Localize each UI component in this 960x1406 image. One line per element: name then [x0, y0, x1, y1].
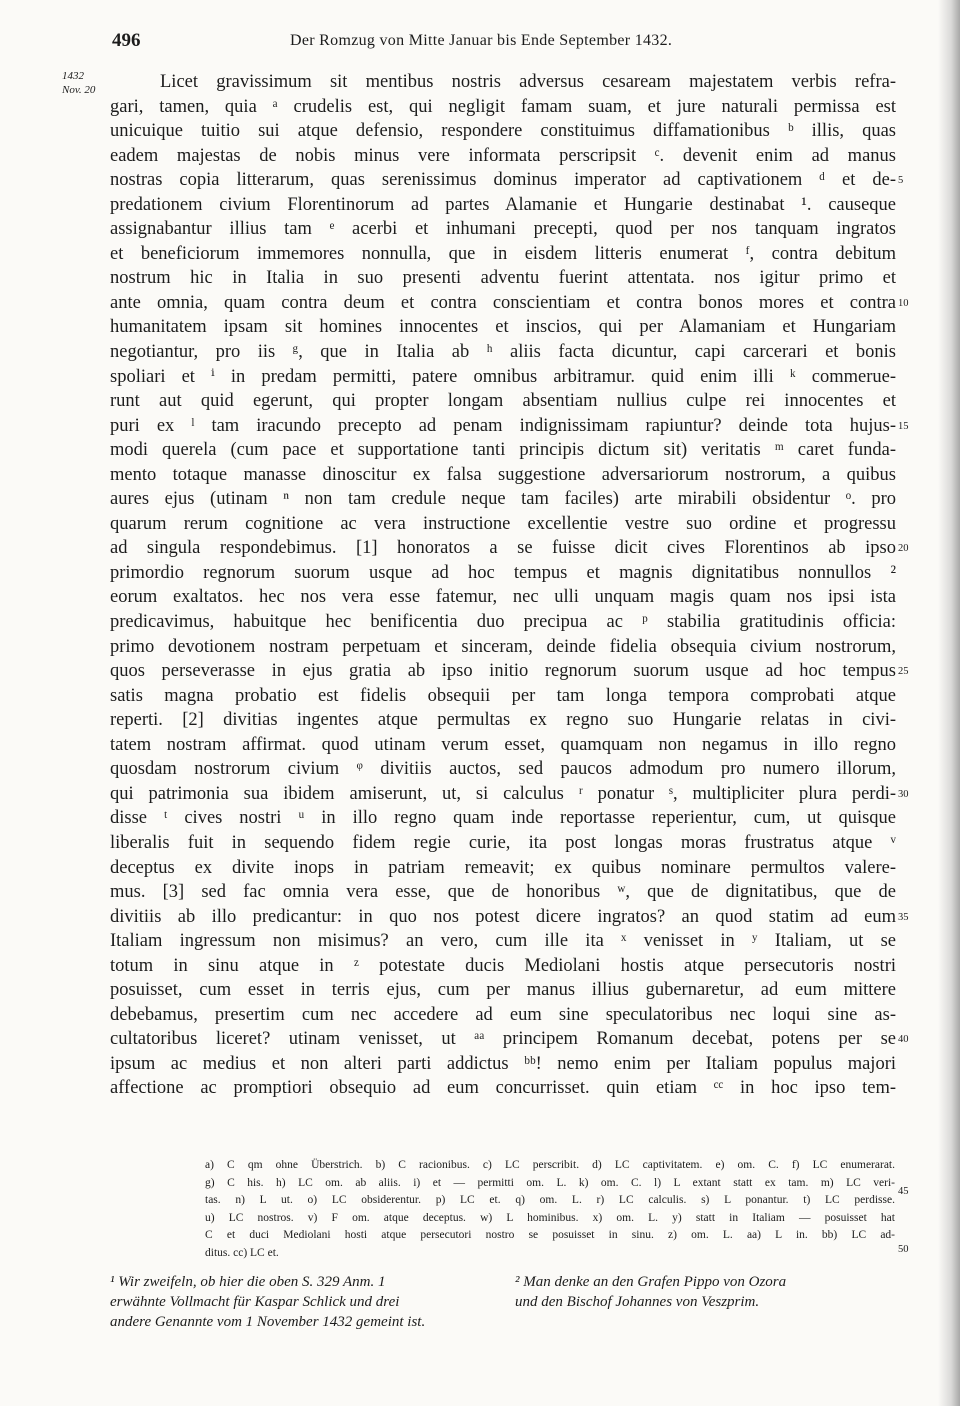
- apparatus-line: ditus. cc) LC et.: [205, 1246, 279, 1259]
- text-line: debebamus, presertim cum nec accedere ad eum sine speculatoribus nec loqui sine as-: [110, 1004, 896, 1025]
- apparatus-line: a) C qm ohne Überstrich. b) C racionibus. c) LC perscribit. d) LC captivitatem. e) om. C. f) LC enumerarat.: [205, 1159, 895, 1171]
- text-line: unicuique tuitio sui atque defensio, respondere constituimus diffamationibus ᵇ illis, quas: [110, 121, 896, 142]
- footnote-line: ² Man denke an den Grafen Pippo von Ozora: [515, 1274, 787, 1290]
- margin-line-number: 35: [898, 911, 909, 923]
- text-line: ante omnia, quam contra deum et contra conscientiam et contra bonos mores et contra: [110, 292, 896, 313]
- text-line: gari, tamen, quia ᵃ crudelis est, qui negligit famam suam, et jure naturali permissa est: [110, 96, 896, 117]
- main-text: [110, 70, 896, 1101]
- apparatus-line-number: 45: [898, 1186, 909, 1197]
- running-head: Der Romzug von Mitte Januar bis Ende September 1432.: [290, 32, 673, 49]
- text-line: nostras copia litterarum, quas serenissimus dominus imperator ad captivationem ᵈ et de-: [110, 170, 896, 191]
- footnote-line: ¹ Wir zweifeln, ob hier die oben S. 329 Anm. 1: [110, 1274, 386, 1290]
- text-line: totum in sinu atque in ᶻ potestate ducis Mediolani hostis atque persecutoris nostri: [110, 955, 896, 976]
- critical-apparatus: [205, 1157, 895, 1262]
- margin-line-number: 30: [898, 788, 909, 800]
- text-line: predicavimus, habuitque hec benificentia duo precipua ac ᵖ stabilia gratitudinis officia:: [110, 612, 896, 633]
- page-edge-shadow: [938, 0, 960, 1406]
- margin-line-number: 20: [898, 543, 909, 555]
- margin-date-day: Nov. 20: [62, 84, 96, 96]
- text-line: modi querela (cum pace et supportatione tanti principis dictum sit) veritatis ᵐ caret funda-: [110, 440, 896, 461]
- text-line: eadem majestas de nobis minus vere informata perscripsit ᶜ. devenit enim ad manus: [110, 145, 896, 166]
- text-line: Italiam ingressum non misimus? an vero, cum ille ita ˣ venisset in ʸ Italiam, ut se: [110, 931, 896, 952]
- text-line: assignabantur illius tam ᵉ acerbi et inhumani precepti, quod per nos tanquam ingratos: [110, 219, 896, 240]
- margin-date-year: 1432: [62, 70, 84, 82]
- text-line: quos perseverasse in ejus gratia ab ipso initio regnorum suorum usque ad hoc tempus: [110, 661, 896, 682]
- text-line: aures ejus (utinam ⁿ non tam credule neque tam faciles) arte mirabili obsidentur ᵒ. pro: [110, 489, 896, 510]
- text-line: puri ex ˡ tam iracundo precepto ad penam indignissimam rapiuntur? deinde tota hujus-: [110, 415, 896, 436]
- apparatus-line: u) LC nostros. v) F om. atque deceptus. w) L hominibus. x) om. L. y) statt in Italiam — posuisset hat: [205, 1211, 895, 1224]
- text-line: nostrum hic in Italia in suo presenti adventu fuerint attentata. nos igitur primo et: [110, 268, 896, 289]
- text-line: et beneficiorum immemores nonnulla, que in eisdem litteris enumerat ᶠ, contra debitum: [110, 243, 896, 264]
- margin-line-number: 5: [898, 175, 904, 187]
- text-line: mento totaque manasse dinoscitur ex falsa suggestione adversariorum nostrorum, a quibus: [110, 464, 896, 485]
- footnote-line: und den Bischof Johannes von Veszprim.: [515, 1294, 760, 1310]
- page-number: 496: [112, 30, 141, 51]
- text-line: tatem nostram affirmat. quod utinam verum esset, quamquam non negamus in illo regno: [110, 734, 896, 755]
- apparatus-line: g) C his. h) LC om. ab aliis. i) et — permitti om. L. k) om. C. l) L extant statt ex tam. m) LC veri-: [205, 1176, 895, 1189]
- text-line: humanitatem ipsam sit homines innocentes et inscios, qui per Alamaniam et Hungariam: [110, 317, 896, 338]
- footnote-2: [515, 1272, 896, 1312]
- text-line: spoliari et ⁱ in predam permitti, patere omnibus arbitramur. quid enim illi ᵏ commerue-: [110, 366, 896, 387]
- apparatus-line: C et duci Mediolani hosti atque persecutori nostro se posuisset in sinu. z) om. L. aa) L in. bb) LC ad-: [205, 1229, 895, 1241]
- margin-line-number: 15: [898, 420, 909, 432]
- text-line: disse ᵗ cives nostri ᵘ in illo regno quam inde reportasse reperientur, cum, ut quisque: [110, 808, 896, 829]
- text-line: affectione ac promptiori obsequio ad eum concurrisset. quin etiam ᶜᶜ in hoc ipso tem-: [110, 1078, 896, 1099]
- page-header: [0, 30, 960, 56]
- footnote-line-number: 50: [898, 1244, 909, 1255]
- text-line: posuisset, cum esset in terris ejus, cum per manus illius gubernaretur, ad eum mittere: [110, 980, 896, 1001]
- text-line: primo devotionem nostram perpetuam et sinceram, deinde fidelia obsequia civium nostrorum,: [110, 636, 896, 657]
- margin-line-number: 40: [898, 1034, 909, 1046]
- text-line: ad singula respondebimus. [1] honoratos a se fuisse dicit cives Florentinos ab ipso: [110, 538, 896, 559]
- text-line: satis magna probatio est fidelis obsequii per tam longa tempora comprobati atque: [110, 685, 896, 706]
- footnote-1: [110, 1272, 495, 1332]
- text-line: quarum rerum cognitione ac vera instructione excellentie vestre suo ordine et progressu: [110, 513, 896, 534]
- text-line: mus. [3] sed fac omnia vera esse, que de honoribus ʷ, que de dignitatibus, que de: [110, 882, 896, 903]
- text-line: negotiantur, pro iis ᵍ, que in Italia ab ʰ aliis facta dicuntur, capi carcerari et bonis: [110, 342, 896, 363]
- apparatus-line: tas. n) L ut. o) LC obsiderentur. p) LC et. q) om. L. r) LC calculis. s) L ponantur. t) LC perdisse.: [205, 1194, 895, 1206]
- text-line: Licet gravissimum sit mentibus nostris adversus cesaream majestatem verbis refra-: [160, 72, 896, 92]
- text-line: primordio regnorum suorum usque ad hoc tempus et magnis dignitatibus nonnullos ²: [110, 562, 896, 583]
- margin-line-number: 25: [898, 666, 909, 678]
- margin-line-number: 10: [898, 297, 909, 309]
- text-line: qui patrimonia sua ibidem amiserunt, ut, si calculus ʳ ponatur ˢ, multipliciter plura perdi-: [110, 783, 896, 804]
- text-line: liberalis fuit in sequendo fidem regie curie, ita post longas moras frustratus atque ᵛ: [110, 832, 896, 853]
- text-line: predationem civium Florentinorum ad partes Alamanie et Hungarie destinabat ¹. causeque: [110, 194, 896, 215]
- text-line: cultatoribus liceret? utinam venisset, ut ᵃᵃ principem Romanum decebat, potens per se: [110, 1029, 896, 1050]
- text-line: eorum exaltatos. hec nos vera esse fatemur, nec ulli unquam magis quam nos ipsi ista: [110, 587, 896, 608]
- footnote-line: erwähnte Vollmacht für Kaspar Schlick und drei: [110, 1294, 400, 1310]
- text-line: ipsum ac medius et non alteri parti addictus ᵇᵇ! nemo enim per Italiam populus majori: [110, 1053, 896, 1074]
- text-line: quosdam nostrorum civium ᵠ divitiis auctos, sed paucos admodum pro numero illorum,: [110, 759, 896, 780]
- text-line: reperti. [2] divitias ingentes atque permultas ex regno suo Hungarie relatas in civi-: [110, 710, 896, 731]
- text-line: deceptus ex divite inops in patriam remeavit; ex quibus nominare permultos valere-: [110, 857, 896, 878]
- text-line: runt aut quid egerunt, qui propter longam absentiam nullius culpe rei innocentes et: [110, 391, 896, 412]
- footnote-line: andere Genannte vom 1 November 1432 gemeint ist.: [110, 1314, 426, 1330]
- text-line: divitiis ab illo predicantur: in quo nos potest dicere ingratos? an quod statim ad eum: [110, 906, 896, 927]
